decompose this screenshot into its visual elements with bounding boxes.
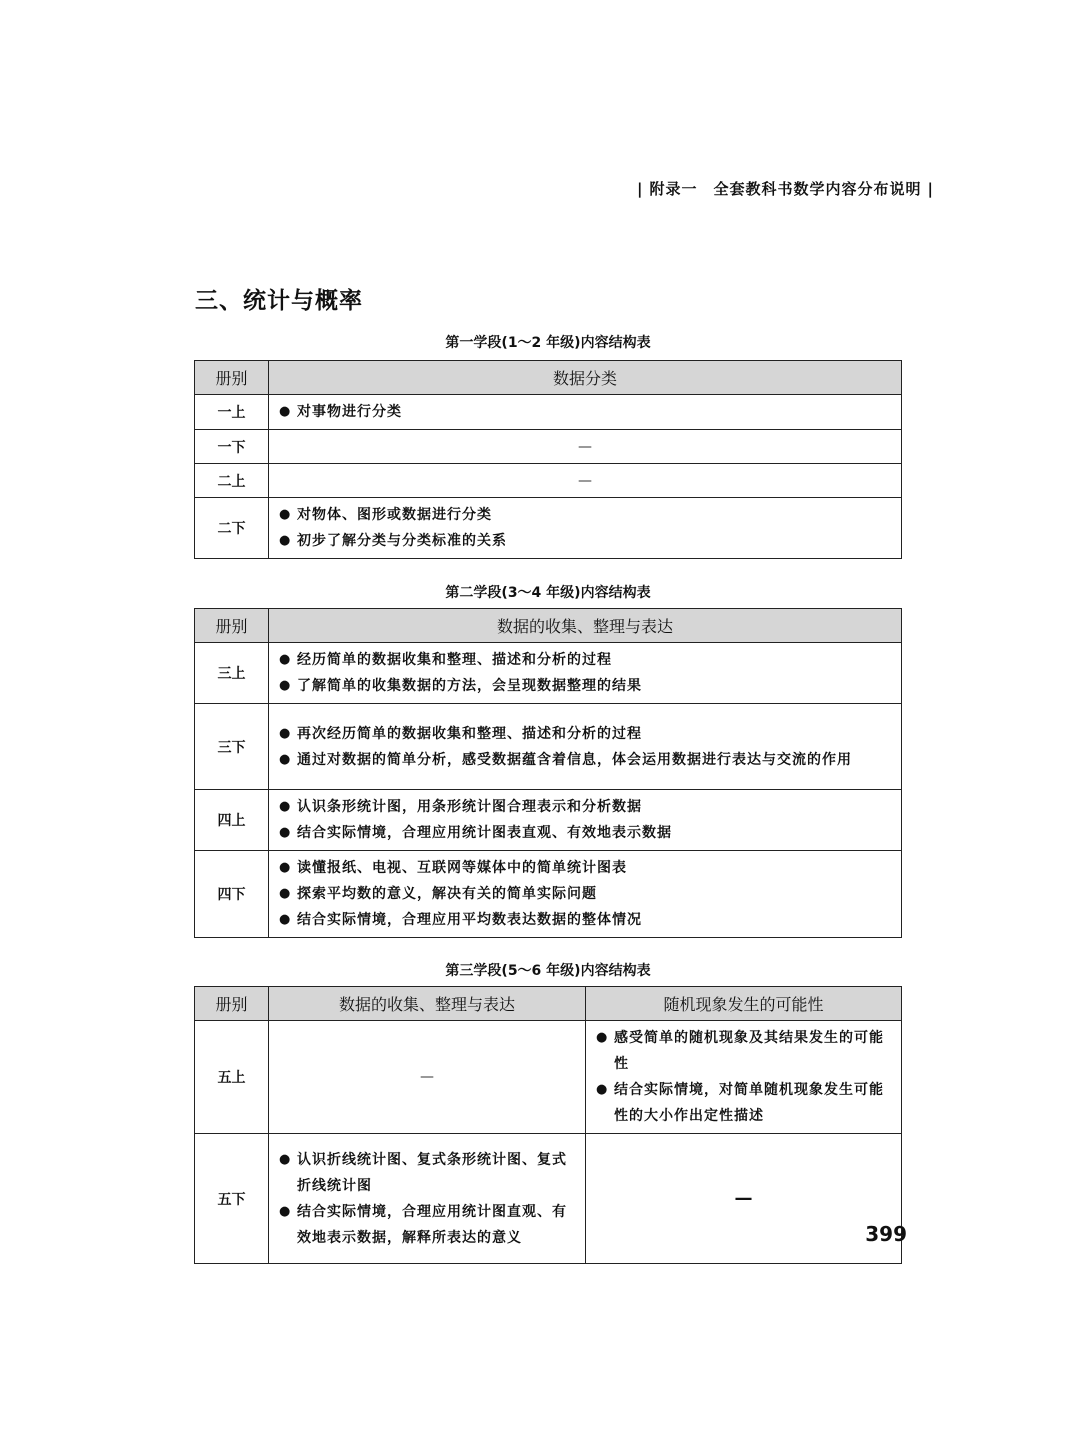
list-item: ● 结合实际情境，合理应用统计图表直观、有效地表示数据 (279, 820, 891, 846)
list-item: ● 通过对数据的简单分析，感受数据蕴含着信息，体会运用数据进行表达与交流的作用 (279, 747, 891, 773)
table2 (194, 608, 902, 938)
content-cell (269, 395, 902, 430)
list-item: ● 了解简单的收集数据的方法，会呈现数据整理的结果 (279, 673, 891, 699)
table3-col-content-a: 数据的收集、整理与表达 (269, 987, 586, 1021)
content-cell (586, 1021, 902, 1134)
table-row (195, 790, 902, 851)
page-number: 399 (865, 1222, 907, 1246)
header-title: 全套教科书数学内容分布说明 (713, 180, 922, 198)
empty-dash-cell: — (269, 430, 902, 464)
table-row (195, 851, 902, 938)
empty-dash-cell: — (269, 1021, 586, 1134)
list-item: ● 认识折线统计图、复式条形统计图、复式折线统计图 (279, 1147, 575, 1199)
volume-cell: 一上 (195, 395, 269, 430)
volume-cell: 一下 (195, 430, 269, 464)
table-row (195, 704, 902, 790)
table3-col-content-b: 随机现象发生的可能性 (586, 987, 902, 1021)
list-item: ● 初步了解分类与分类标准的关系 (279, 528, 891, 554)
volume-cell: 三下 (195, 704, 269, 790)
list-item: ● 对物体、图形或数据进行分类 (279, 502, 891, 528)
volume-cell: 五上 (195, 1021, 269, 1134)
volume-cell: 三上 (195, 643, 269, 704)
list-item: ● 结合实际情境，对简单随机现象发生可能性的大小作出定性描述 (596, 1077, 891, 1129)
table2-caption: 第二学段(3～4 年级)内容结构表 (445, 585, 651, 601)
table2-header-row (195, 609, 902, 643)
table2-col-volume: 册别 (195, 609, 269, 643)
content-cell (269, 498, 902, 559)
table-row (195, 498, 902, 559)
empty-dash-cell: — (269, 464, 902, 498)
table-row (195, 464, 902, 498)
table2-col-content: 数据的收集、整理与表达 (269, 609, 902, 643)
content-cell (269, 704, 902, 790)
table3-col-volume: 册别 (195, 987, 269, 1021)
table-row (195, 395, 902, 430)
list-item: ● 探索平均数的意义，解决有关的简单实际问题 (279, 881, 891, 907)
table1-col-volume: 册别 (195, 361, 269, 395)
empty-dash-cell: — (586, 1134, 902, 1264)
list-item: ● 感受简单的随机现象及其结果发生的可能性 (596, 1025, 891, 1077)
volume-cell: 四下 (195, 851, 269, 938)
section-title: 三、统计与概率 (195, 288, 363, 314)
list-item: ● 认识条形统计图，用条形统计图合理表示和分析数据 (279, 794, 891, 820)
table1-header-row (195, 361, 902, 395)
table3 (194, 986, 902, 1264)
table-row (195, 643, 902, 704)
content-cell (269, 851, 902, 938)
list-item: ● 对事物进行分类 (279, 399, 891, 425)
volume-cell: 五下 (195, 1134, 269, 1264)
table3-caption: 第三学段(5～6 年级)内容结构表 (445, 963, 651, 979)
content-cell (269, 1134, 586, 1264)
table1-col-content: 数据分类 (269, 361, 902, 395)
content-cell (269, 643, 902, 704)
header-divider: | (927, 180, 934, 198)
volume-cell: 二上 (195, 464, 269, 498)
table-row (195, 430, 902, 464)
list-item: ● 经历简单的数据收集和整理、描述和分析的过程 (279, 647, 891, 673)
table-row (195, 1134, 902, 1264)
table-row (195, 1021, 902, 1134)
volume-cell: 四上 (195, 790, 269, 851)
content-cell (269, 790, 902, 851)
table3-header-row (195, 987, 902, 1021)
table1 (194, 360, 902, 559)
list-item: ● 结合实际情境，合理应用统计图直观、有效地表示数据，解释所表达的意义 (279, 1199, 575, 1251)
table1-caption: 第一学段(1～2 年级)内容结构表 (445, 335, 651, 351)
list-item: ● 再次经历简单的数据收集和整理、描述和分析的过程 (279, 721, 891, 747)
list-item: ● 读懂报纸、电视、互联网等媒体中的简单统计图表 (279, 855, 891, 881)
list-item: ● 结合实际情境，合理应用平均数表达数据的整体情况 (279, 907, 891, 933)
header-divider: | (637, 180, 644, 198)
running-header (631, 178, 940, 199)
header-appendix: 附录一 (649, 180, 698, 198)
volume-cell: 二下 (195, 498, 269, 559)
